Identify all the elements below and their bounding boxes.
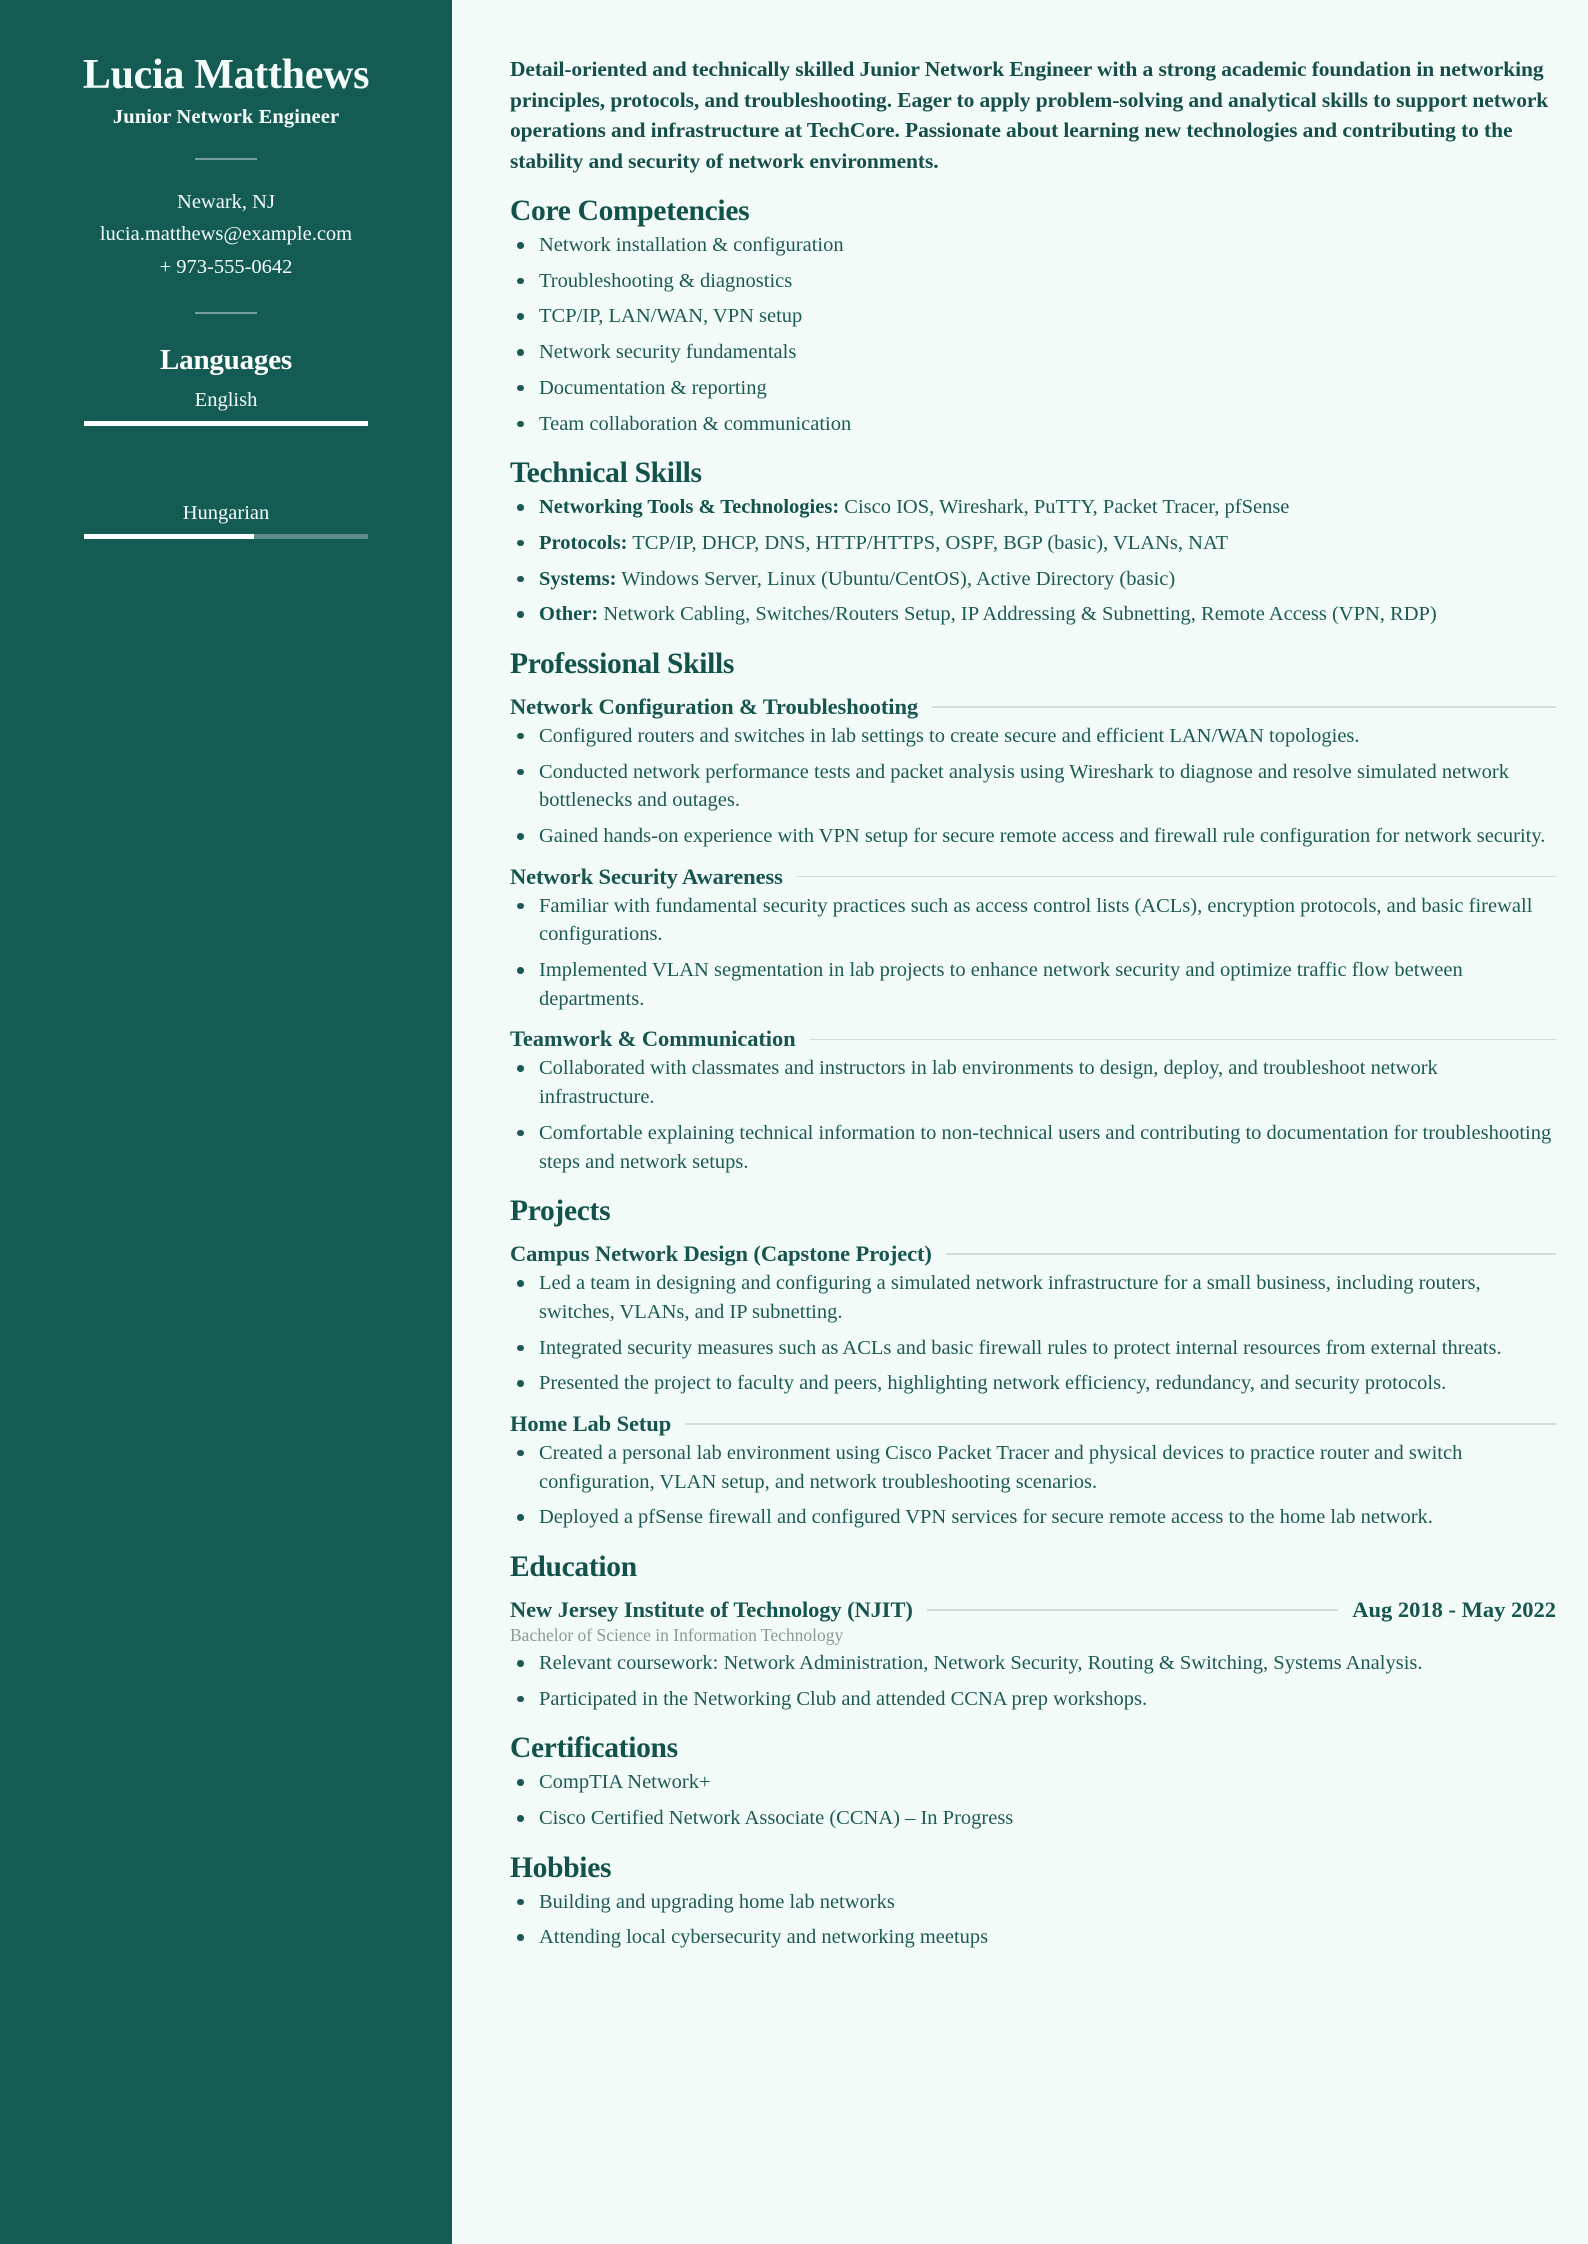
subhead-rule xyxy=(685,1423,1556,1425)
list-item: Troubleshooting & diagnostics xyxy=(510,267,1556,296)
list-item: Building and upgrading home lab networks xyxy=(510,1888,1556,1917)
language-item-english xyxy=(34,389,418,426)
core-competencies-list xyxy=(510,231,1556,438)
subsection-header xyxy=(510,864,1556,890)
section-heading-core-competencies: Core Competencies xyxy=(510,195,750,228)
list-item: Network installation & configuration xyxy=(510,231,1556,260)
contact-phone[interactable]: + 973-555-0642 xyxy=(159,255,293,278)
projects-groups xyxy=(510,1241,1556,1532)
subhead-rule xyxy=(932,706,1556,708)
list-item: Cisco Certified Network Associate (CCNA) – In Progress xyxy=(510,1804,1556,1833)
list-item: Comfortable explaining technical information to non-technical users and contributing to documentation for troubleshooting steps and network setups. xyxy=(510,1119,1556,1176)
list-item: Networking Tools & Technologies: Cisco IOS, Wireshark, PuTTY, Packet Tracer, pfSense xyxy=(510,493,1556,522)
list-item: CompTIA Network+ xyxy=(510,1768,1556,1797)
candidate-name: Lucia Matthews xyxy=(82,52,370,98)
list-item-label: Protocols: xyxy=(539,531,628,554)
contact-block xyxy=(100,186,352,283)
language-name: Hungarian xyxy=(182,501,270,524)
contact-email[interactable]: lucia.matthews@example.com xyxy=(99,223,353,246)
subhead-rule xyxy=(797,876,1556,878)
list-item: Conducted network performance tests and packet analysis using Wireshark to diagnose and resolve simulated network bottlenecks and outages. xyxy=(510,758,1556,815)
subsection-list xyxy=(510,722,1556,851)
subhead-rule xyxy=(927,1609,1338,1611)
subsection-list xyxy=(510,1054,1556,1176)
sidebar xyxy=(0,0,452,2244)
sidebar-divider-top xyxy=(195,158,257,160)
professional-skills-groups xyxy=(510,694,1556,1176)
section-heading-hobbies: Hobbies xyxy=(510,1851,612,1884)
list-item-label: Systems: xyxy=(539,567,617,590)
section-heading-technical-skills: Technical Skills xyxy=(510,457,702,490)
list-item: Participated in the Networking Club and attended CCNA prep workshops. xyxy=(510,1685,1556,1714)
language-level-track xyxy=(84,534,368,539)
list-item: Team collaboration & communication xyxy=(510,410,1556,439)
list-item: Protocols: TCP/IP, DHCP, DNS, HTTP/HTTPS, OSPF, BGP (basic), VLANs, NAT xyxy=(510,529,1556,558)
technical-skills-list xyxy=(510,493,1556,629)
subsection-list xyxy=(510,892,1556,1014)
subsection-title: Home Lab Setup xyxy=(510,1410,672,1436)
contact-location: Newark, NJ xyxy=(177,191,275,214)
subsection-header xyxy=(510,694,1556,720)
subsection-header xyxy=(510,1411,1556,1437)
subhead-rule xyxy=(810,1039,1556,1041)
section-heading-projects: Projects xyxy=(510,1195,611,1228)
professional-summary: Detail-oriented and technically skilled Junior Network Engineer with a strong academic foundation in networking principles, protocols, and troubleshooting. Eager to apply problem-solving and analytical skills to support network operations and infrastructure at TechCore. Passionate about learning new technologies and contributing to the stability and security of network environments. xyxy=(510,57,1549,173)
subsection-list xyxy=(510,1439,1556,1532)
education-dates: Aug 2018 - May 2022 xyxy=(1352,1597,1556,1622)
list-item: Deployed a pfSense firewall and configured VPN services for secure remote access to the home lab network. xyxy=(510,1503,1556,1532)
list-item: Led a team in designing and configuring a simulated network infrastructure for a small business, including routers, switches, VLANs, and IP subnetting. xyxy=(510,1269,1556,1326)
language-level-fill xyxy=(84,534,254,539)
list-item: Other: Network Cabling, Switches/Routers Setup, IP Addressing & Subnetting, Remote Access (VPN, RDP) xyxy=(510,600,1556,629)
education-list xyxy=(510,1649,1556,1713)
list-item: Documentation & reporting xyxy=(510,374,1556,403)
list-item: Attending local cybersecurity and networking meetups xyxy=(510,1923,1556,1952)
language-item-hungarian xyxy=(34,502,418,539)
language-level-track xyxy=(84,421,368,426)
education-school: New Jersey Institute of Technology (NJIT) xyxy=(510,1597,913,1622)
language-level-fill xyxy=(84,421,368,426)
education-entry-header xyxy=(510,1597,1556,1623)
subsection-title: Campus Network Design (Capstone Project) xyxy=(510,1241,932,1267)
subsection-title: Network Configuration & Troubleshooting xyxy=(510,693,919,719)
certifications-list xyxy=(510,1768,1556,1832)
resume-main xyxy=(452,0,1588,2244)
section-heading-professional-skills: Professional Skills xyxy=(510,647,735,680)
subhead-rule xyxy=(946,1253,1556,1255)
list-item-label: Networking Tools & Technologies: xyxy=(539,496,840,519)
subsection-header xyxy=(510,1241,1556,1267)
hobbies-list xyxy=(510,1888,1556,1952)
subsection-title: Teamwork & Communication xyxy=(510,1026,796,1052)
list-item: Network security fundamentals xyxy=(510,338,1556,367)
list-item: Presented the project to faculty and peers, highlighting network efficiency, redundancy, and security protocols. xyxy=(510,1369,1556,1398)
list-item: Relevant coursework: Network Administration, Network Security, Routing & Switching, Systems Analysis. xyxy=(510,1649,1556,1678)
languages-heading: Languages xyxy=(160,343,292,376)
language-name: English xyxy=(194,388,258,411)
candidate-role: Junior Network Engineer xyxy=(112,106,340,129)
sidebar-divider-bottom xyxy=(195,312,257,314)
list-item: Systems: Windows Server, Linux (Ubuntu/CentOS), Active Directory (basic) xyxy=(510,565,1556,594)
list-item: Configured routers and switches in lab settings to create secure and efficient LAN/WAN topologies. xyxy=(510,722,1556,751)
list-item: Familiar with fundamental security practices such as access control lists (ACLs), encryption protocols, and basic firewall configurations. xyxy=(510,892,1556,949)
list-item: Implemented VLAN segmentation in lab projects to enhance network security and optimize traffic flow between departments. xyxy=(510,956,1556,1013)
list-item: TCP/IP, LAN/WAN, VPN setup xyxy=(510,302,1556,331)
list-item: Created a personal lab environment using Cisco Packet Tracer and physical devices to practice router and switch configuration, VLAN setup, and network troubleshooting scenarios. xyxy=(510,1439,1556,1496)
section-heading-certifications: Certifications xyxy=(510,1732,678,1765)
subsection-list xyxy=(510,1269,1556,1398)
list-item-label: Other: xyxy=(539,603,599,626)
subsection-header xyxy=(510,1026,1556,1052)
subsection-title: Network Security Awareness xyxy=(510,863,783,889)
education-degree: Bachelor of Science in Information Technology xyxy=(510,1625,844,1645)
list-item: Gained hands-on experience with VPN setup for secure remote access and firewall rule configuration for network security. xyxy=(510,822,1556,851)
section-heading-education: Education xyxy=(510,1551,637,1583)
list-item: Collaborated with classmates and instructors in lab environments to design, deploy, and troubleshoot network infrastructure. xyxy=(510,1054,1556,1111)
list-item: Integrated security measures such as ACLs and basic firewall rules to protect internal resources from external threats. xyxy=(510,1334,1556,1363)
